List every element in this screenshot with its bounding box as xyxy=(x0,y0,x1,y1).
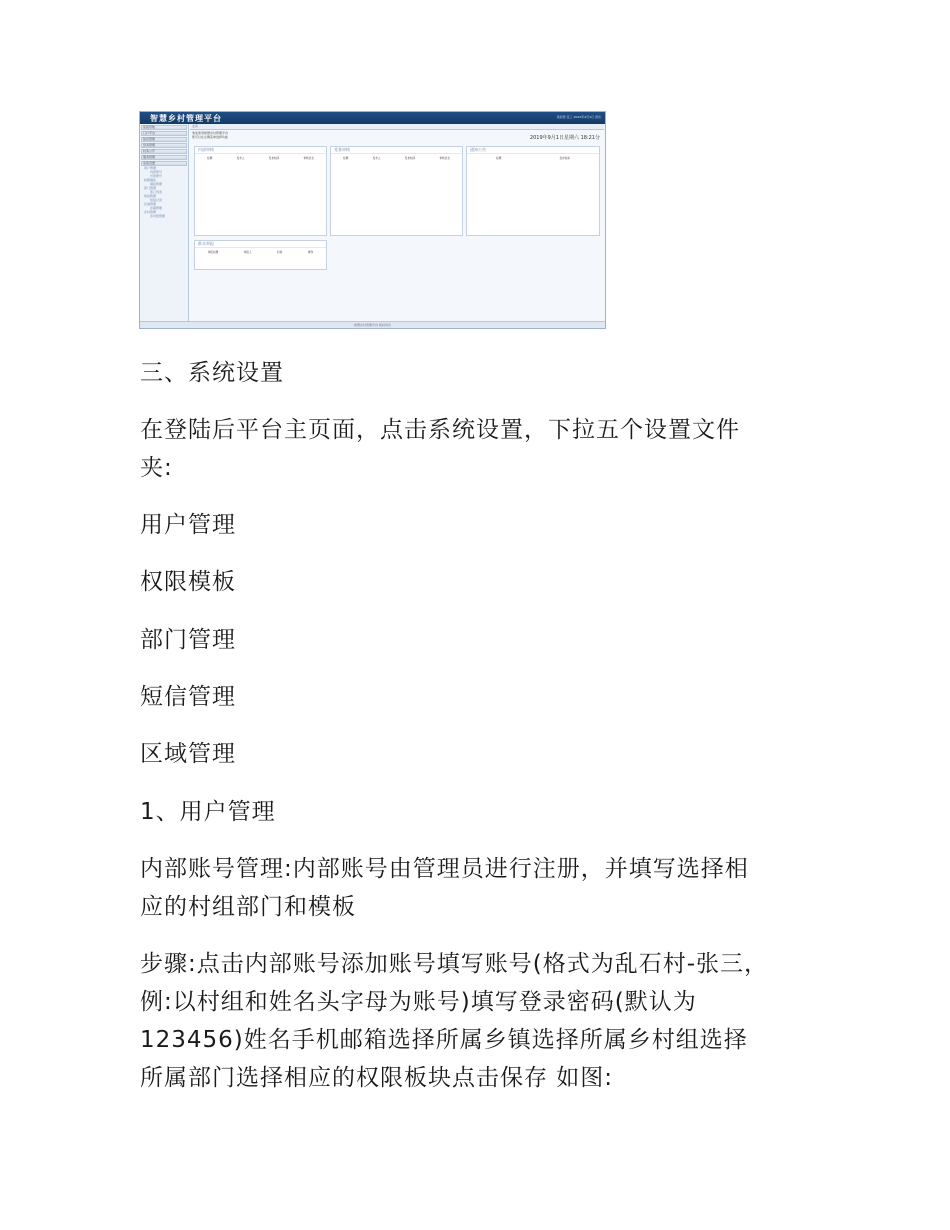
column-header: 标题 xyxy=(496,157,502,160)
panel-reports xyxy=(194,240,327,270)
sidebar-tree-item[interactable]: 部门列表 xyxy=(150,190,163,194)
sidebar-tree-item[interactable]: 模板管理 xyxy=(150,182,163,186)
sidebar-tree-item[interactable]: 权限模板 xyxy=(144,178,157,182)
panel-columns xyxy=(195,248,326,254)
column-header: 举报标题 xyxy=(207,251,219,254)
tab-home[interactable]: 主页 xyxy=(190,124,604,130)
sidebar-tree xyxy=(140,166,188,218)
column-header: 发布人 xyxy=(236,157,245,160)
sidebar-tree-item[interactable]: 外部账号 xyxy=(150,174,163,178)
platform-footer: 智慧乡村管理平台 版权所有 xyxy=(140,321,605,328)
platform-screenshot xyxy=(139,111,606,329)
column-header: 标题 xyxy=(343,157,349,160)
column-header: 时间 xyxy=(277,251,283,254)
column-header: 举报人 xyxy=(243,251,252,254)
panel-title: 内部审核 xyxy=(195,147,326,154)
panel-title: 党务审核 xyxy=(331,147,462,154)
panel-columns xyxy=(331,154,462,160)
sidebar-menu-item[interactable]: 系统设置 xyxy=(141,161,187,166)
para2-line-2: 例:以村组和姓名头字母为账号)填写登录密码(默认为 xyxy=(140,989,697,1015)
folder-item: 用户管理 xyxy=(140,512,236,538)
sidebar-tree-item[interactable]: 乡村管理 xyxy=(144,210,157,214)
column-header: 发布时间 xyxy=(268,157,280,160)
platform-header xyxy=(140,112,605,124)
panel-columns xyxy=(467,154,599,160)
panel-internal-review xyxy=(194,146,327,236)
para1-line-1: 内部账号管理:内部账号由管理员进行注册，并填写选择相 xyxy=(140,856,749,882)
intro-line-2: 夹: xyxy=(140,455,173,481)
sidebar-tree-item[interactable]: 乡村组管理 xyxy=(150,214,166,218)
sidebar-tree-item[interactable]: 区域管理 xyxy=(144,202,157,206)
platform-logo: 智慧乡村管理平台 xyxy=(150,113,222,123)
folder-item: 权限模板 xyxy=(140,569,236,595)
sidebar-tree-item[interactable]: 用户管理 xyxy=(144,166,157,170)
folder-item: 区域管理 xyxy=(140,741,236,767)
date-display: 2019年9月1日星期六 18:21分 xyxy=(529,135,600,141)
panel-notices xyxy=(466,146,600,236)
folder-item: 短信管理 xyxy=(140,684,236,710)
panel-title: 群众举报 xyxy=(195,241,326,248)
sidebar xyxy=(140,124,189,322)
notice-line-2: 您可以在左侧菜单选择功能 xyxy=(192,135,229,139)
sidebar-menu-item[interactable]: 村务公开 xyxy=(141,149,187,154)
main-area xyxy=(190,124,604,322)
sidebar-menu-item[interactable]: 党务管理 xyxy=(141,143,187,148)
para1-line-2: 应的村组部门和模板 xyxy=(140,894,356,920)
column-header: 发布人 xyxy=(372,157,381,160)
top-user-info: 欢迎您 张三 2022年4月1日 退出 xyxy=(556,115,601,119)
sidebar-tree-item[interactable]: 乡镇管理 xyxy=(150,206,163,210)
column-header: 操作 xyxy=(307,251,314,254)
sidebar-tree-item[interactable]: 部门管理 xyxy=(144,186,157,190)
panel-columns xyxy=(195,154,326,160)
para2-line-4: 所属部门选择相应的权限板块点击保存 如图: xyxy=(140,1065,614,1091)
folder-item: 部门管理 xyxy=(140,627,236,653)
column-header: 发布时间 xyxy=(404,157,416,160)
subsection-title: 1、用户管理 xyxy=(140,799,276,825)
panel-party-review xyxy=(330,146,463,236)
sidebar-menu-item[interactable]: 系统导航 xyxy=(141,125,187,130)
sidebar-menu xyxy=(140,125,188,166)
sidebar-menu-item[interactable]: 服务管理 xyxy=(141,155,187,160)
sidebar-menu-item[interactable]: 信息管理 xyxy=(141,137,187,142)
section-title: 三、系统设置 xyxy=(140,360,284,386)
column-header: 审核状态 xyxy=(439,157,450,160)
notice-line-1: 欢迎使用智慧乡村管理平台 xyxy=(192,131,229,135)
column-header: 标题 xyxy=(207,157,213,160)
column-header: 发布时间 xyxy=(559,157,570,160)
sidebar-tree-item[interactable]: 内部账号 xyxy=(150,170,163,174)
intro-line-1: 在登陆后平台主页面，点击系统设置，下拉五个设置文件 xyxy=(140,417,740,443)
sidebar-menu-item[interactable]: 门户平台 xyxy=(141,131,187,136)
para2-line-3: 123456)姓名手机邮箱选择所属乡镇选择所属乡村组选择 xyxy=(140,1027,748,1053)
column-header: 审核状态 xyxy=(303,157,314,160)
panel-title: 通知公告 xyxy=(467,147,599,154)
sidebar-tree-item[interactable]: 短信记录 xyxy=(150,198,163,202)
sidebar-tree-item[interactable]: 短信管理 xyxy=(144,194,157,198)
para2-line-1: 步骤:点击内部账号添加账号填写账号(格式为乱石村-张三， xyxy=(140,951,769,977)
